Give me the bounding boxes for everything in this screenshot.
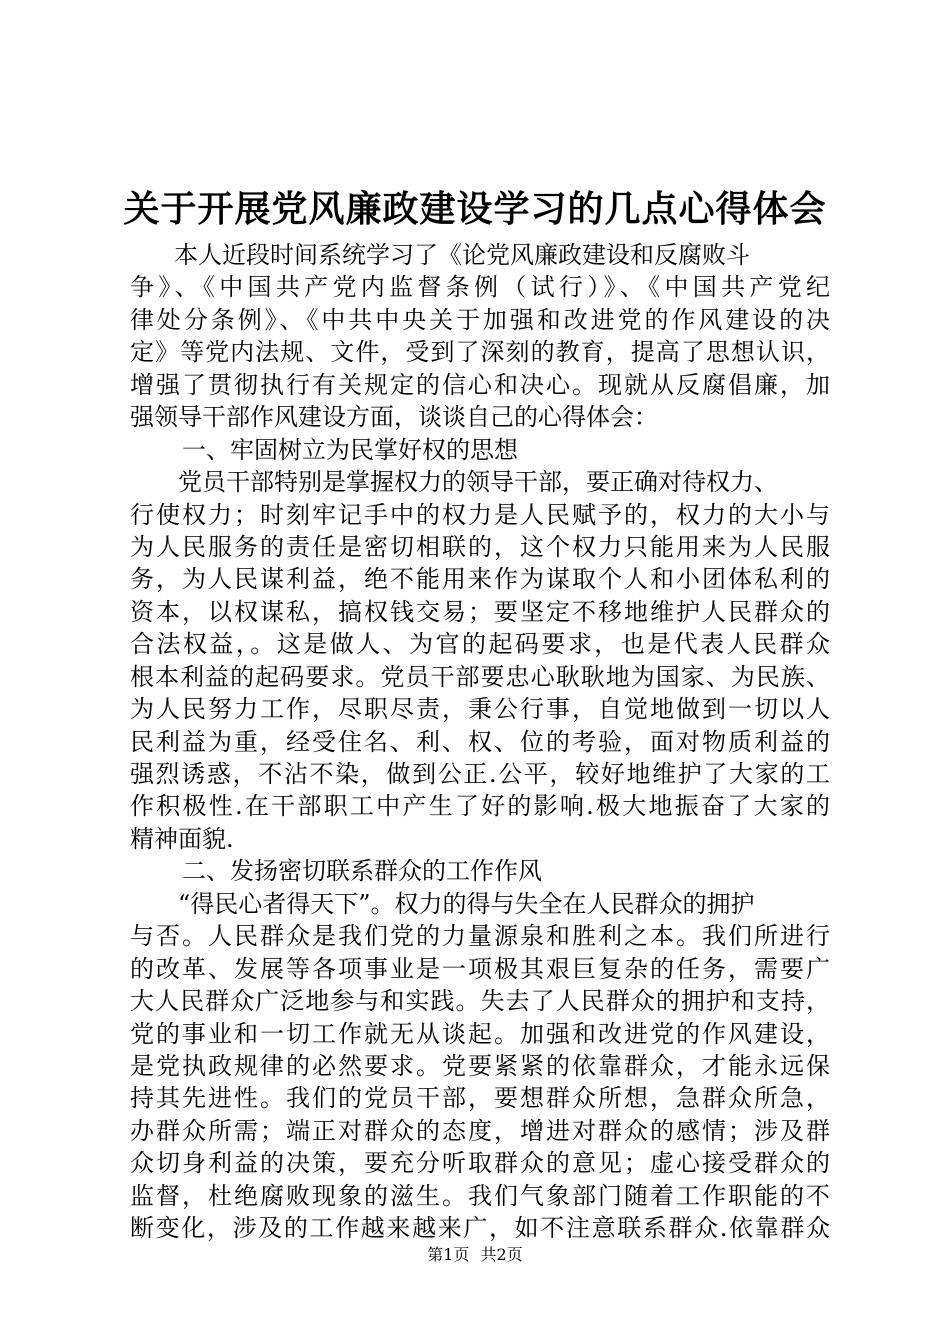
page-number: 第1页 — [427, 1245, 470, 1264]
paragraph-line: 争》、《中国共产党内监督条例（试行）》、《中国共产党纪 — [130, 273, 830, 302]
paragraph-line: “得民心者得天下”。权力的得与失全在人民群众的拥护 — [178, 889, 755, 918]
paragraph-line: 的改革、发展等各项事业是一项极其艰巨复杂的任务，需要广 — [130, 954, 830, 983]
paragraph-line: 办群众所需；端正对群众的态度，增进对群众的感情；涉及群 — [130, 1116, 830, 1145]
section-heading: 二、发扬密切联系群众的工作作风 — [182, 857, 542, 886]
paragraph-line: 大人民群众广泛地参与和实践。失去了人民群众的拥护和支持， — [130, 987, 830, 1016]
paragraph-line: 根本利益的起码要求。党员干部要忠心耿耿地为国家、为民族、 — [130, 662, 830, 691]
paragraph-line: 强领导干部作风建设方面，谈谈自己的心得体会： — [130, 403, 658, 432]
paragraph-line: 强烈诱惑，不沾不染，做到公正.公平，较好地维护了大家的工 — [130, 760, 830, 788]
paragraph-line: 定》等党内法规、文件，受到了深刻的教育，提高了思想认识， — [130, 338, 830, 367]
paragraph-line: 作积极性.在干部职工中产生了好的影响.极大地振奋了大家的 — [130, 792, 830, 821]
paragraph-line: 务，为人民谋利益，绝不能用来作为谋取个人和小团体私利的 — [130, 565, 830, 594]
paragraph-line: 与否。人民群众是我们党的力量源泉和胜利之本。我们所进行 — [130, 922, 830, 951]
paragraph-line: 精神面貌. — [130, 824, 234, 853]
paragraph-line: 持其先进性。我们的党员干部，要想群众所想，急群众所急， — [130, 1084, 830, 1113]
paragraph-line: 民利益为重，经受住名、利、权、位的考验，面对物质利益的 — [130, 727, 830, 756]
paragraph-line: 律处分条例》、《中共中央关于加强和改进党的作风建设的决 — [130, 305, 830, 334]
paragraph-line: 断变化，涉及的工作越来越来广，如不注意联系群众.依靠群众 — [130, 1214, 830, 1243]
paragraph-line: 党的事业和一切工作就无从谈起。加强和改进党的作风建设， — [130, 1019, 830, 1048]
paragraph-line: 众切身利益的决策，要充分听取群众的意见；虚心接受群众的 — [130, 1149, 830, 1178]
document-body — [130, 239, 830, 1245]
paragraph-line: 为人民努力工作，尽职尽责，秉公行事，自觉地做到一切以人 — [130, 695, 830, 724]
document-title: 关于开展党风廉政建设学习的几点心得体会 — [123, 188, 827, 230]
paragraph-line: 合法权益，。这是做人、为官的起码要求，也是代表人民群众 — [130, 630, 830, 659]
paragraph-line: 行使权力；时刻牢记手中的权力是人民赋予的，权力的大小与 — [130, 500, 830, 529]
paragraph-line: 本人近段时间系统学习了《论党风廉政建设和反腐败斗 — [174, 241, 750, 269]
paragraph-line: 增强了贯彻执行有关规定的信心和决心。现就从反腐倡廉，加 — [130, 370, 830, 399]
paragraph-line: 资本，以权谋私，搞权钱交易；要坚定不移地维护人民群众的 — [130, 597, 830, 626]
paragraph-line: 是党执政规律的必然要求。党要紧紧的依靠群众，才能永远保 — [130, 1051, 830, 1080]
paragraph-line: 党员干部特别是掌握权力的领导干部，要正确对待权力、 — [178, 468, 778, 497]
paragraph-line: 为人民服务的责任是密切相联的，这个权力只能用来为人民服 — [130, 532, 830, 561]
section-heading: 一、牢固树立为民掌好权的思想 — [182, 435, 518, 464]
page-total: 共2页 — [480, 1245, 523, 1264]
page-footer — [0, 1244, 950, 1266]
paragraph-line: 监督，杜绝腐败现象的滋生。我们气象部门随着工作职能的不 — [130, 1181, 830, 1210]
